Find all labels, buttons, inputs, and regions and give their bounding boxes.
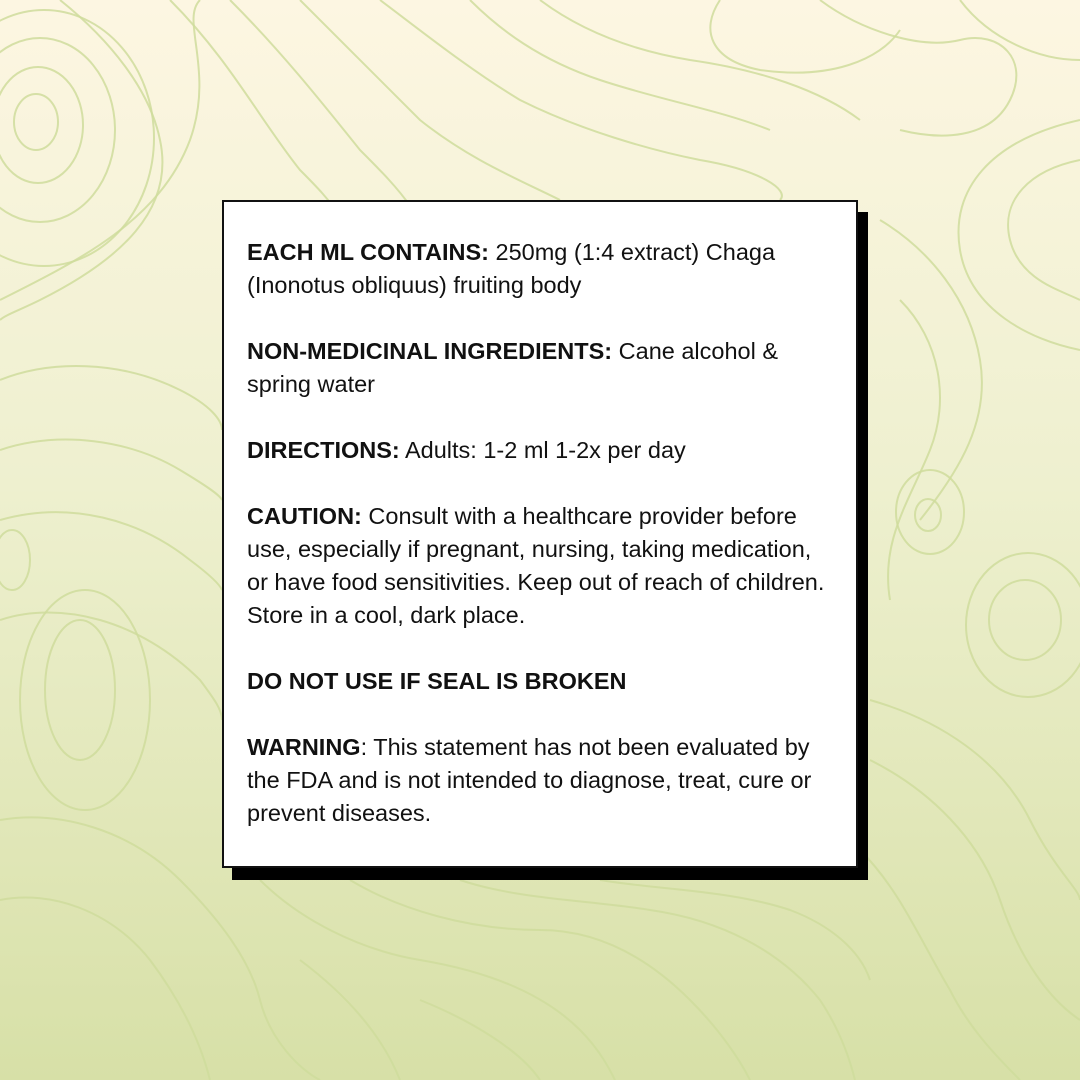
non-medicinal-paragraph [247, 335, 834, 401]
contains-text: 250mg (1:4 extract) Chaga (Inonotus obliquus) fruiting body [247, 239, 776, 298]
non-medicinal-heading: NON-MEDICINAL INGREDIENTS: [247, 338, 613, 364]
directions-text: Adults: 1-2 ml 1-2x per day [399, 437, 686, 463]
caution-paragraph [247, 500, 834, 632]
label-panel [222, 200, 858, 868]
supplement-label-card [222, 200, 858, 868]
directions-heading: DIRECTIONS: [247, 437, 400, 463]
non-medicinal-text: Cane alcohol & spring water [247, 338, 779, 397]
contains-paragraph [247, 236, 834, 302]
directions-paragraph [247, 434, 834, 467]
warning-text: : This statement has not been evaluated by the FDA and is not intended to diagnose, treat, cure or prevent diseases. [247, 734, 812, 826]
seal-paragraph [247, 665, 834, 698]
caution-heading: CAUTION: [247, 503, 362, 529]
seal-heading: DO NOT USE IF SEAL IS BROKEN [247, 668, 627, 694]
contains-heading: EACH ML CONTAINS: [247, 239, 489, 265]
warning-paragraph [247, 731, 834, 830]
warning-heading: WARNING [247, 734, 361, 760]
caution-text: Consult with a healthcare provider before use, especially if pregnant, nursing, taking medication, or have food sensitivities. Keep out of reach of children. Store in a cool, dark place. [247, 503, 825, 628]
